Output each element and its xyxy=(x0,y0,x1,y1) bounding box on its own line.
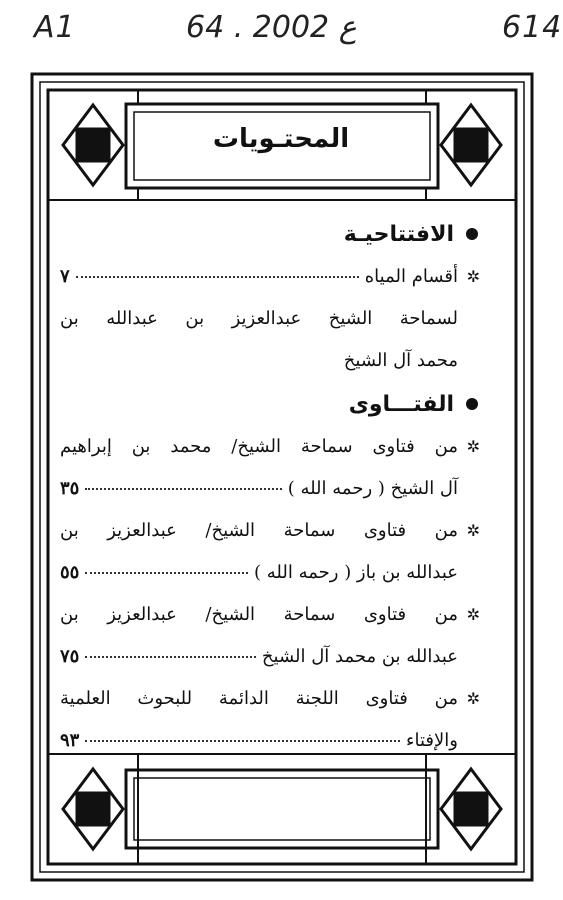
handwritten-note-right: 614 xyxy=(502,10,563,45)
entry-text: محمد آل الشيخ xyxy=(343,350,458,371)
handwritten-note-center: 64 . ع 2002 xyxy=(186,10,357,45)
entry-text: والإفتاء xyxy=(406,730,458,751)
entry-text: عبدالله بن محمد آل الشيخ xyxy=(261,646,458,667)
toc-entry xyxy=(60,678,480,762)
section-heading xyxy=(60,212,480,256)
section-title: الفتـــاوى xyxy=(348,391,454,417)
toc-entry xyxy=(60,298,480,382)
asterisk-icon: ✲ xyxy=(466,689,480,708)
entry-text: من فتاوى سماحة الشيخ/ عبدالعزيز بن xyxy=(60,520,458,541)
asterisk-icon: ✲ xyxy=(466,267,480,286)
page-number: ٥٥ xyxy=(60,562,80,583)
toc-entry xyxy=(60,426,480,510)
entry-text: أقسام المياه xyxy=(364,266,458,287)
toc-entry xyxy=(60,256,480,298)
bullet-icon xyxy=(466,228,478,240)
asterisk-icon: ✲ xyxy=(466,437,480,456)
title-box xyxy=(128,98,434,180)
entry-text: من فتاوى سماحة الشيخ/ عبدالعزيز بن xyxy=(60,604,458,625)
section-heading xyxy=(60,382,480,426)
toc-entry xyxy=(60,510,480,594)
entry-text: آل الشيخ ( رحمه الله ) xyxy=(287,478,458,499)
entry-text: عبدالله بن باز ( رحمه الله ) xyxy=(254,562,458,583)
page-number: ٧ xyxy=(60,266,70,287)
handwritten-note-left: A1 xyxy=(34,10,76,45)
section-title: الافتتاحيـة xyxy=(343,221,454,247)
page-title: المحتـويات xyxy=(212,124,350,154)
asterisk-icon: ✲ xyxy=(466,605,480,624)
asterisk-icon: ✲ xyxy=(466,521,480,540)
page-number: ٧٥ xyxy=(60,646,80,667)
entry-text: من فتاوى اللجنة الدائمة للبحوث العلمية xyxy=(60,688,458,709)
entry-text: لسماحة الشيخ عبدالعزيز بن عبدالله بن xyxy=(60,308,458,329)
page-number: ٩٣ xyxy=(60,730,80,751)
page-number: ٣٥ xyxy=(60,478,80,499)
table-of-contents xyxy=(60,212,480,762)
bullet-icon xyxy=(466,398,478,410)
entry-text: من فتاوى سماحة الشيخ/ محمد بن إبراهيم xyxy=(60,436,458,457)
toc-entry xyxy=(60,594,480,678)
